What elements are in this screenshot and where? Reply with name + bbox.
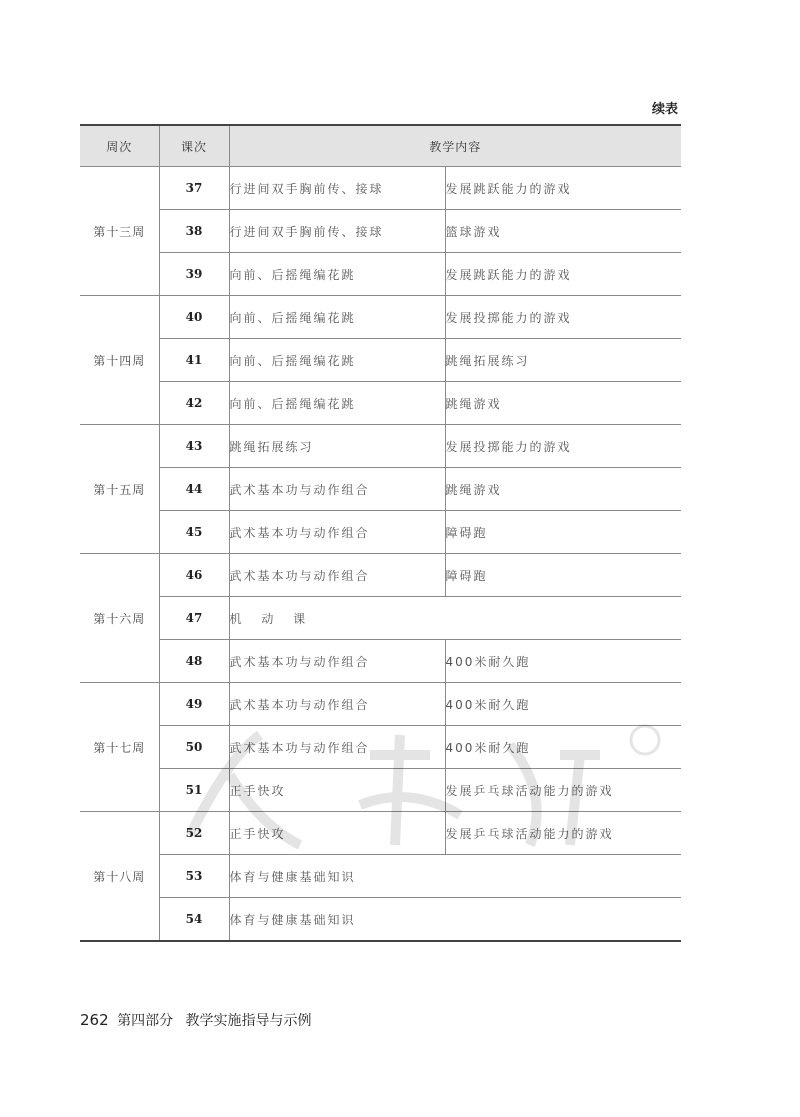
table-row <box>80 769 681 812</box>
lesson-content-cell: 武术基本功与动作组合 <box>229 640 445 683</box>
table-row <box>80 683 681 726</box>
header-lesson: 课次 <box>159 125 229 167</box>
lesson-number-cell: 48 <box>159 640 229 683</box>
lesson-number-cell: 52 <box>159 812 229 855</box>
week-cell: 第十四周 <box>80 296 159 425</box>
lesson-number-cell: 50 <box>159 726 229 769</box>
game-content-cell: 跳绳游戏 <box>445 382 681 425</box>
game-content-cell: 障碍跑 <box>445 511 681 554</box>
lesson-number-cell: 47 <box>159 597 229 640</box>
game-content-cell: 发展投掷能力的游戏 <box>445 296 681 339</box>
lesson-content-cell: 行进间双手胸前传、接球 <box>229 167 445 210</box>
lesson-content-cell: 武术基本功与动作组合 <box>229 554 445 597</box>
lesson-number-cell: 38 <box>159 210 229 253</box>
table-row <box>80 554 681 597</box>
lesson-number-cell: 43 <box>159 425 229 468</box>
lesson-content-cell: 正手快攻 <box>229 769 445 812</box>
lesson-number-cell: 44 <box>159 468 229 511</box>
table-row <box>80 167 681 210</box>
game-content-cell: 发展跳跃能力的游戏 <box>445 167 681 210</box>
week-cell: 第十六周 <box>80 554 159 683</box>
continued-label: 续表 <box>652 102 679 117</box>
lesson-content-cell: 向前、后摇绳编花跳 <box>229 253 445 296</box>
footer-section: 第四部分 <box>117 1013 174 1029</box>
lesson-number-cell: 37 <box>159 167 229 210</box>
game-content-cell: 跳绳游戏 <box>445 468 681 511</box>
week-cell: 第十三周 <box>80 167 159 296</box>
lesson-number-cell: 54 <box>159 898 229 942</box>
game-content-cell: 400米耐久跑 <box>445 726 681 769</box>
schedule-table <box>80 124 681 942</box>
table-row <box>80 382 681 425</box>
lesson-content-cell: 跳绳拓展练习 <box>229 425 445 468</box>
table-row <box>80 597 681 640</box>
lesson-number-cell: 49 <box>159 683 229 726</box>
lesson-content-cell: 体育与健康基础知识 <box>229 855 681 898</box>
footer-title: 教学实施指导与示例 <box>185 1013 312 1029</box>
lesson-number-cell: 42 <box>159 382 229 425</box>
game-content-cell: 400米耐久跑 <box>445 640 681 683</box>
lesson-content-cell: 武术基本功与动作组合 <box>229 726 445 769</box>
lesson-number-cell: 51 <box>159 769 229 812</box>
header-row <box>80 125 681 167</box>
lesson-number-cell: 40 <box>159 296 229 339</box>
lesson-content-cell: 武术基本功与动作组合 <box>229 468 445 511</box>
game-content-cell: 跳绳拓展练习 <box>445 339 681 382</box>
lesson-number-cell: 45 <box>159 511 229 554</box>
schedule-body <box>80 167 681 942</box>
game-content-cell: 发展投掷能力的游戏 <box>445 425 681 468</box>
game-content-cell: 发展乒乓球活动能力的游戏 <box>445 769 681 812</box>
table-row <box>80 855 681 898</box>
table-row <box>80 812 681 855</box>
table-row <box>80 898 681 942</box>
table-row <box>80 296 681 339</box>
table-row <box>80 210 681 253</box>
game-content-cell: 篮球游戏 <box>445 210 681 253</box>
lesson-content-cell: 武术基本功与动作组合 <box>229 683 445 726</box>
table-row <box>80 726 681 769</box>
lesson-content-cell: 武术基本功与动作组合 <box>229 511 445 554</box>
lesson-number-cell: 39 <box>159 253 229 296</box>
week-cell: 第十五周 <box>80 425 159 554</box>
lesson-content-cell: 向前、后摇绳编花跳 <box>229 296 445 339</box>
header-week: 周次 <box>80 125 159 167</box>
table-row <box>80 425 681 468</box>
game-content-cell: 发展乒乓球活动能力的游戏 <box>445 812 681 855</box>
lesson-content-cell: 行进间双手胸前传、接球 <box>229 210 445 253</box>
table-row <box>80 511 681 554</box>
lesson-number-cell: 41 <box>159 339 229 382</box>
page-footer <box>80 1010 312 1034</box>
game-content-cell: 障碍跑 <box>445 554 681 597</box>
lesson-content-cell: 机 动 课 <box>229 597 681 640</box>
table-row <box>80 468 681 511</box>
lesson-number-cell: 46 <box>159 554 229 597</box>
game-content-cell: 发展跳跃能力的游戏 <box>445 253 681 296</box>
table-row <box>80 253 681 296</box>
page-number: 262 <box>80 1011 109 1029</box>
header-content: 教学内容 <box>229 125 681 167</box>
lesson-number-cell: 53 <box>159 855 229 898</box>
week-cell: 第十八周 <box>80 812 159 942</box>
week-cell: 第十七周 <box>80 683 159 812</box>
table-row <box>80 339 681 382</box>
lesson-content-cell: 向前、后摇绳编花跳 <box>229 382 445 425</box>
lesson-content-cell: 向前、后摇绳编花跳 <box>229 339 445 382</box>
lesson-content-cell: 体育与健康基础知识 <box>229 898 681 942</box>
game-content-cell: 400米耐久跑 <box>445 683 681 726</box>
table-row <box>80 640 681 683</box>
lesson-content-cell: 正手快攻 <box>229 812 445 855</box>
